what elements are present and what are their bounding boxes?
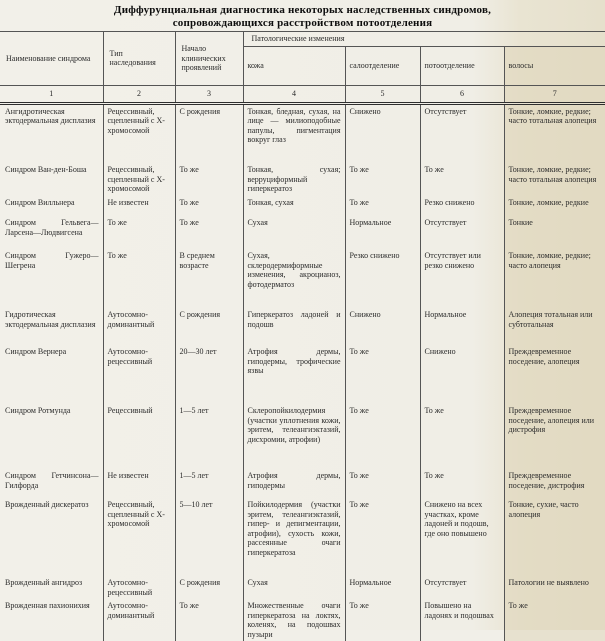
table-cell: Синдром Вернера [0,345,103,404]
table-cell: Рецессивный, сцепленный с Х-хромосомой [103,498,175,576]
column-number-1: 1 [0,85,103,103]
table-row [0,216,605,249]
table-cell: То же [103,216,175,249]
col-header-sebum-secretion: салоотделение [345,46,420,85]
column-number-7: 7 [504,85,605,103]
table-cell: Гиперкератоз ладоней и подошв [243,308,345,345]
table-cell: То же [175,599,243,641]
table-cell: Рецессивный, сцепленный с Х-хромосомой [103,163,175,196]
table-cell: Нормальное [420,308,504,345]
table-row [0,469,605,498]
table-cell: То же [345,345,420,404]
table-cell: Нормальное [345,216,420,249]
table-cell: Тонкие, сухие, часто алопеция [504,498,605,576]
table-cell: Рецессивный, сцепленный с Х-хромосомой [103,103,175,163]
table-cell: Синдром Гельвега— Ларсена—Людвигсена [0,216,103,249]
table-cell: Отсутствует [420,103,504,163]
table-cell: Склеропойкилодермия (участки уплотнения кожи, эритем, телеангиэктазий, дисхромии, атрофии) [243,404,345,469]
table-cell: Снижено [345,103,420,163]
col-header-hair: волосы [504,46,605,85]
table-cell: Пойкилодермия (участки эритем, телеангиэктазий, гипер- и депигментации, атрофии), сухость кожи, рассеянные очаги гиперкератоза [243,498,345,576]
table-cell: Преждевременное поседение, алопеция или дистрофия [504,404,605,469]
table-cell: Аутосомно-рецессивный [103,345,175,404]
table-cell: Преждевременное поседение, дистрофия [504,469,605,498]
table-cell: Тонкая, сухая [243,196,345,216]
col-header-skin: кожа [243,46,345,85]
page-title [0,0,605,30]
diagnosis-table [0,31,605,641]
table-cell: Синдром Гужеро— Шегрена [0,249,103,308]
table-cell: Преждевременное поседение, алопеция [504,345,605,404]
table-cell: Синдром Вилльнера [0,196,103,216]
table-cell: Тонкие, ломкие, редкие; часто алопеция [504,249,605,308]
table-cell: Атрофия дермы, гиподермы, трофические язвы [243,345,345,404]
table-cell: С рождения [175,308,243,345]
table-cell: То же [345,498,420,576]
table-row [0,103,605,163]
table-cell: То же [420,163,504,196]
col-header-sweating: потоотделение [420,46,504,85]
table-cell: То же [345,404,420,469]
table-row [0,576,605,599]
table-row [0,498,605,576]
table-cell: Аутосомно-доминантный [103,308,175,345]
table-cell: Врожденная пахионихия [0,599,103,641]
table-cell: То же [103,249,175,308]
column-number-6: 6 [420,85,504,103]
table-cell: То же [175,216,243,249]
table-cell: Сухая [243,216,345,249]
table-cell: 1—5 лет [175,404,243,469]
column-number-4: 4 [243,85,345,103]
table-cell: Отсутствует [420,216,504,249]
table-cell: Повышено на ладонях и подошвах [420,599,504,641]
column-numbers-row [0,85,605,103]
col-header-pathological-changes: Патологические изменения [243,32,605,47]
table-cell: Нормальное [345,576,420,599]
col-header-inheritance-type: Тип наследования [103,32,175,86]
table-header [0,32,605,104]
table-cell: Не известен [103,469,175,498]
table-row [0,249,605,308]
table-cell: Сухая [243,576,345,599]
table-cell: То же [504,599,605,641]
table-cell: То же [345,196,420,216]
table-cell: То же [420,469,504,498]
table-cell: Синдром Ротмунда [0,404,103,469]
table-cell: Тонкие, ломкие, редкие; часто тотальная алопеция [504,163,605,196]
table-cell: Тонкая, бледная, сухая, на лице — милиоподобные папулы, пигментация вокруг глаз [243,103,345,163]
table-cell: Врожденный дискератоз [0,498,103,576]
table-cell: Синдром Ван-ден-Боша [0,163,103,196]
table-cell: Сухая, склеродермиформные изменения, акроцианоз, фотодерматоз [243,249,345,308]
table-cell: 1—5 лет [175,469,243,498]
table-cell: То же [175,163,243,196]
table-cell: То же [345,469,420,498]
table-cell: В среднем возрасте [175,249,243,308]
table-cell: Тонкие, ломкие, редкие; часто тотальная алопеция [504,103,605,163]
table-cell: С рождения [175,576,243,599]
table-cell: Тонкая, сухая; верруциформный гиперкератоз [243,163,345,196]
table-cell: Снижено [420,345,504,404]
table-cell: Ангидротическая эктодермальная дисплазия [0,103,103,163]
col-header-clinical-onset: Начало клинических проявлений [175,32,243,86]
column-number-5: 5 [345,85,420,103]
table-cell: Множественные очаги гиперкератоза на локтях, коленях, на подошвах пузыри [243,599,345,641]
table-cell: Резко снижено [345,249,420,308]
table-row [0,404,605,469]
table-cell: 5—10 лет [175,498,243,576]
column-number-2: 2 [103,85,175,103]
table-body [0,103,605,641]
table-cell: Врожденный ангидроз [0,576,103,599]
table-row [0,163,605,196]
table-row [0,196,605,216]
table-cell: Снижено на всех участках, кроме ладоней и подошв, где оно повышено [420,498,504,576]
table-cell: Снижено [345,308,420,345]
table-cell: Синдром Гетчинсона—Гилфорда [0,469,103,498]
col-header-syndrome-name: Наименование синдрома [0,32,103,86]
table-row [0,345,605,404]
table-cell: Отсутствует или резко снижено [420,249,504,308]
table-cell: То же [345,163,420,196]
table-cell: То же [345,599,420,641]
title-line-1: Диффурунциальная диагностика некоторых наследственных синдромов, [113,4,492,16]
table-cell: Гидротическая эктодермальная дисплазия [0,308,103,345]
table-cell: Аутосомно-рецессивный [103,576,175,599]
table-cell: Патологии не выявлено [504,576,605,599]
table-cell: Не известен [103,196,175,216]
column-number-3: 3 [175,85,243,103]
table-cell: Рецессивный [103,404,175,469]
table-cell: Тонкие [504,216,605,249]
table-cell: То же [420,404,504,469]
table-row [0,599,605,641]
header-row-group [0,32,605,47]
table-row [0,308,605,345]
table-cell: Тонкие, ломкие, редкие [504,196,605,216]
table-cell: Резко снижено [420,196,504,216]
title-line-2: сопровождающихся расстройством потоотделения [172,17,433,29]
table-cell: Аутосомно-доминантный [103,599,175,641]
table-cell: 20—30 лет [175,345,243,404]
table-cell: Атрофия дермы, гиподермы [243,469,345,498]
table-cell: Отсутствует [420,576,504,599]
table-cell: То же [175,196,243,216]
table-cell: Алопеция тотальная или субтотальная [504,308,605,345]
table-cell: С рождения [175,103,243,163]
